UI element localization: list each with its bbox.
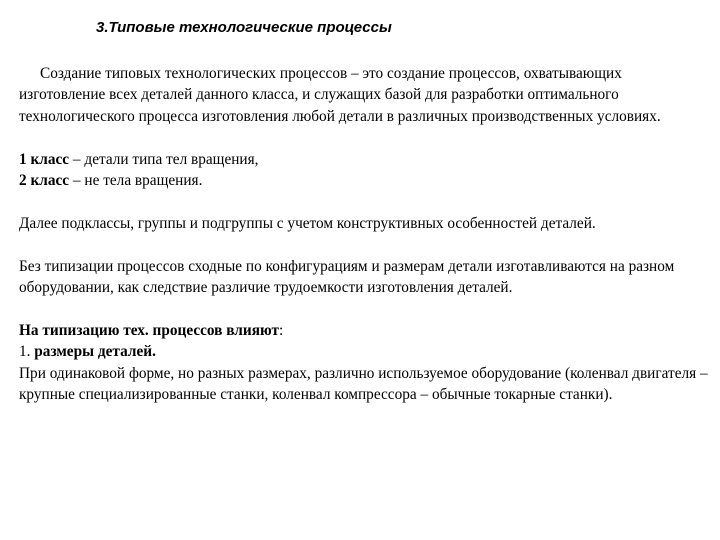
class-2-label: 2 класс — [19, 172, 70, 190]
influence-item-1 — [19, 341, 709, 362]
spacer — [19, 298, 709, 319]
page-title: 3.Типовые технологические процессы — [96, 19, 392, 36]
spacer — [19, 191, 709, 212]
class-2-text: – не тела вращения. — [69, 172, 203, 190]
no-typing-paragraph: Без типизации процессов сходные по конфигурациям и размерам детали изготавливаются на разном оборудовании, как следствие различие трудоемкости изготовления деталей. — [19, 257, 675, 297]
influence-heading-text: На типизацию тех. процессов влияют — [19, 321, 279, 339]
influence-item-text: При одинаковой форме, но разных размерах, различно используемое оборудование (коленвал двигателя – крупные специализированные станки, коленвал компрессора – обычные токарные станки). — [19, 364, 708, 404]
spacer — [19, 127, 709, 148]
class-2-line — [19, 170, 709, 191]
subclasses-paragraph: Далее подклассы, группы и подгруппы с учетом конструктивных особенностей деталей. — [19, 214, 596, 232]
class-1-label: 1 класс — [19, 150, 70, 168]
influence-item-number: 1. — [19, 343, 35, 361]
influence-item-label: размеры деталей. — [34, 343, 156, 361]
class-1-line — [19, 149, 709, 170]
spacer — [19, 234, 709, 255]
influence-colon: : — [278, 321, 284, 339]
class-1-text: – детали типа тел вращения, — [69, 150, 259, 168]
intro-paragraph: Создание типовых технологических процессов – это создание процессов, охватывающих изготовление всех деталей данного класса, и служащих базой для разработки оптимального технологического процесса изготовления любой детали в различных производственных условиях. — [19, 65, 661, 125]
document-body — [19, 63, 709, 405]
influence-heading — [19, 320, 709, 341]
